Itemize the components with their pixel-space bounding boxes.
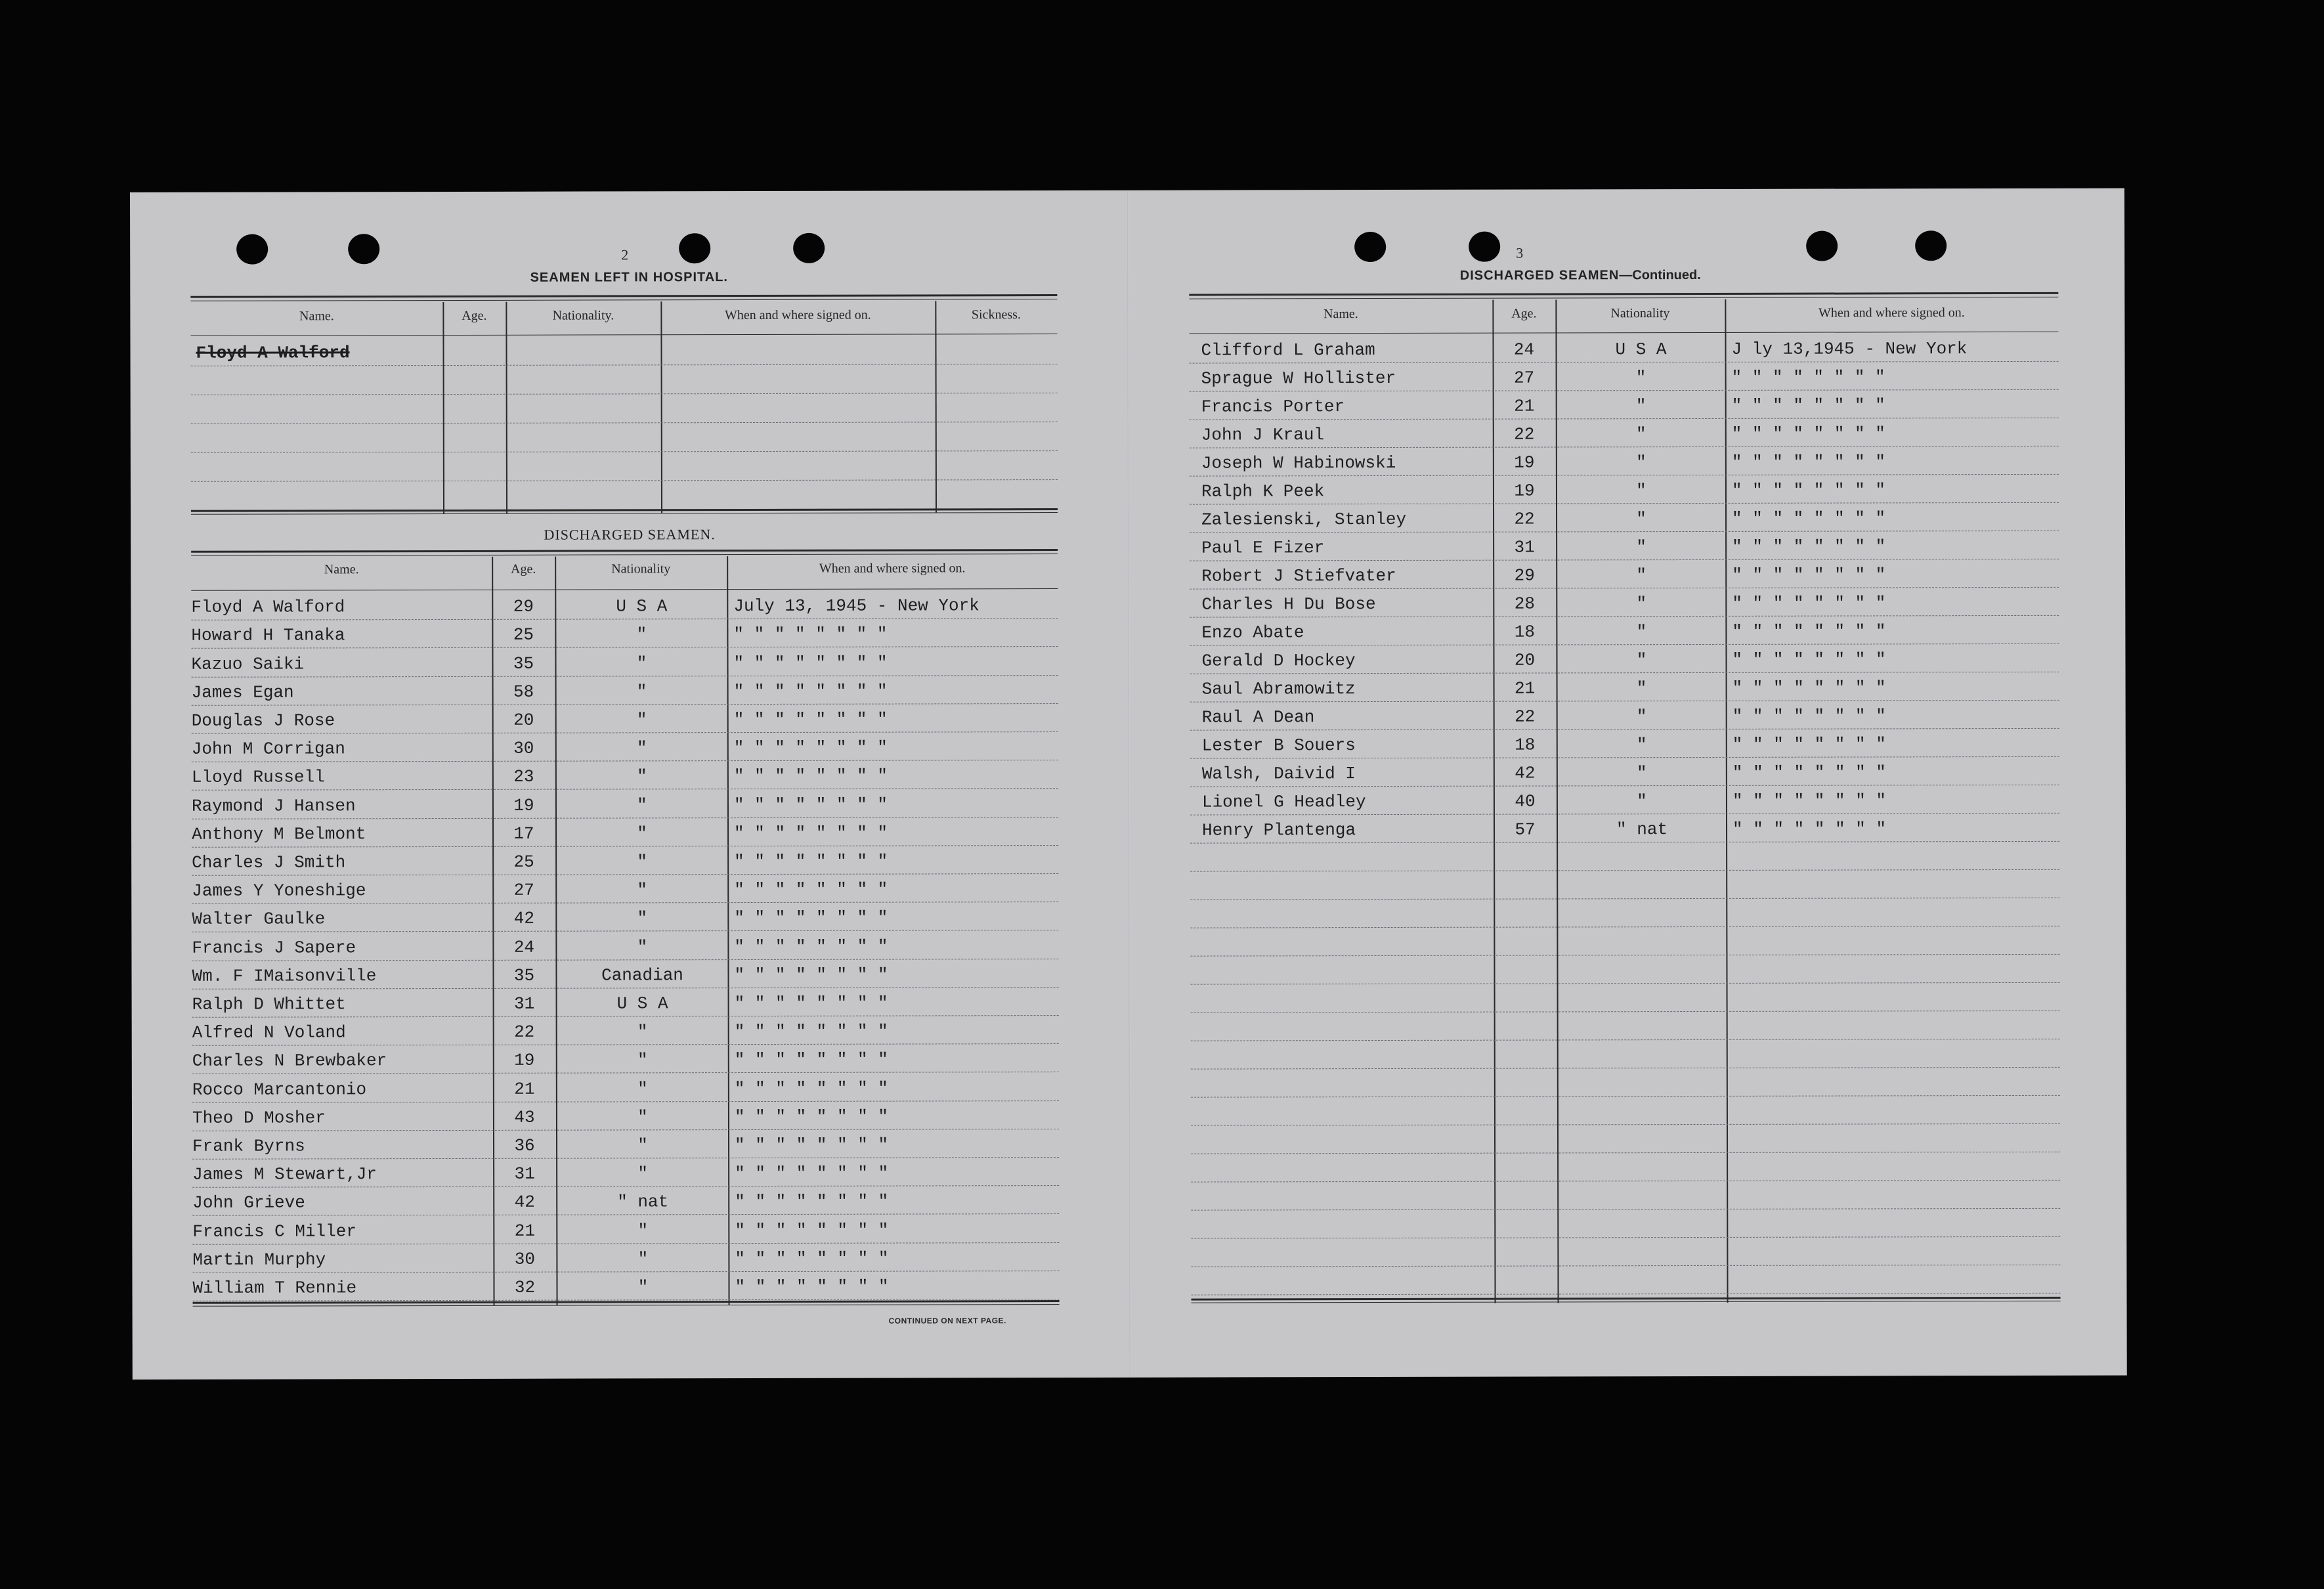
nationality-cell: U S A xyxy=(616,596,668,617)
name-cell: Raymond J Hansen xyxy=(191,795,356,816)
table-row xyxy=(1190,531,2059,561)
punch-hole xyxy=(679,233,710,263)
age-cell: 22 xyxy=(1514,424,1535,445)
nationality-cell: " xyxy=(637,794,647,815)
age-cell: 19 xyxy=(1514,452,1535,473)
age-cell: 27 xyxy=(1513,368,1535,388)
signed-on-cell: " " " " " " " " xyxy=(734,879,888,900)
nationality-cell: " xyxy=(636,653,647,673)
nationality-cell: " xyxy=(1636,678,1647,699)
nationality-cell: " xyxy=(1635,396,1646,416)
table-row xyxy=(1190,615,2059,646)
name-cell: James Egan xyxy=(191,682,294,703)
blank-row xyxy=(1190,926,2059,957)
name-cell: Charles H Du Bose xyxy=(1201,594,1376,615)
table-row xyxy=(1190,728,2059,759)
logbook-sheet xyxy=(130,188,2127,1380)
age-cell: 31 xyxy=(514,1164,535,1184)
table-row xyxy=(1190,672,2059,703)
age-cell: 19 xyxy=(513,795,534,816)
table-row xyxy=(192,873,1058,904)
name-cell: Paul E Fizer xyxy=(1201,538,1325,558)
name-cell: Howard H Tanaka xyxy=(191,625,345,646)
nationality-cell: " xyxy=(1636,452,1646,473)
nationality-cell: " xyxy=(1636,650,1647,670)
age-cell: 22 xyxy=(1514,509,1535,529)
table-row xyxy=(1190,559,2059,590)
age-cell: 40 xyxy=(1515,791,1536,812)
blank-row xyxy=(191,450,1058,482)
signed-on-cell: " " " " " " " " xyxy=(734,851,888,872)
table-row xyxy=(192,1100,1059,1131)
signed-on-cell: " " " " " " " " xyxy=(734,993,888,1014)
col-header-nationality: Nationality xyxy=(1610,306,1670,321)
blank-row xyxy=(1191,1152,2060,1183)
blank-row xyxy=(1191,1123,2060,1154)
name-cell: Lloyd Russell xyxy=(191,767,325,788)
age-cell: 17 xyxy=(513,823,534,844)
signed-on-cell: " " " " " " " " xyxy=(733,766,888,787)
nationality-cell: " xyxy=(636,682,647,702)
name-cell: Wm. F IMaisonville xyxy=(192,965,377,986)
signed-on-cell: " " " " " " " " xyxy=(1732,649,1886,670)
blank-row xyxy=(1191,1208,2060,1239)
name-cell: Douglas J Rose xyxy=(191,710,335,731)
nationality-cell: " xyxy=(1636,594,1647,614)
continued-note: CONTINUED ON NEXT PAGE. xyxy=(888,1316,1006,1326)
page-number: 3 xyxy=(1516,244,1524,261)
nationality-cell: " xyxy=(1636,481,1646,501)
age-cell: 42 xyxy=(513,909,534,929)
name-cell: Henry Plantenga xyxy=(1202,820,1356,840)
blank-row xyxy=(1191,1067,2060,1098)
name-cell: John M Corrigan xyxy=(191,739,345,759)
table-row xyxy=(192,959,1058,990)
name-cell: Sprague W Hollister xyxy=(1201,368,1396,389)
table-row xyxy=(1190,756,2059,787)
age-cell: 21 xyxy=(514,1079,535,1099)
age-cell: 23 xyxy=(513,767,534,787)
name-cell: Francis C Miller xyxy=(192,1221,356,1242)
table-row xyxy=(192,731,1058,762)
nationality-cell: " xyxy=(637,852,647,872)
name-cell: Rocco Marcantonio xyxy=(192,1079,367,1100)
age-cell: 25 xyxy=(513,852,534,872)
signed-on-cell: " " " " " " " " xyxy=(733,653,888,673)
signed-on-cell: " " " " " " " " xyxy=(734,1049,888,1070)
discharged-section-title: DISCHARGED SEAMEN. xyxy=(544,526,716,543)
name-cell: Joseph W Habinowski xyxy=(1201,452,1396,473)
signed-on-cell: " " " " " " " " xyxy=(1732,819,1887,839)
age-cell: 35 xyxy=(513,653,534,674)
blank-row xyxy=(1191,1180,2060,1211)
nationality-cell: " xyxy=(1636,735,1647,755)
age-cell: 31 xyxy=(513,993,535,1014)
signed-on-cell: " " " " " " " " xyxy=(1732,536,1886,557)
age-cell: 43 xyxy=(514,1107,535,1127)
nationality-cell: " xyxy=(1636,509,1646,529)
table-row xyxy=(191,646,1058,677)
signed-on-cell: " " " " " " " " xyxy=(1731,367,1885,387)
blank-row xyxy=(1190,954,2059,985)
age-cell: 20 xyxy=(1514,650,1536,670)
name-cell: Ralph K Peek xyxy=(1201,481,1325,502)
blank-row xyxy=(191,422,1058,453)
nationality-cell: " xyxy=(637,936,648,957)
signed-on-cell: " " " " " " " " xyxy=(1732,678,1886,698)
name-cell: Ralph D Whittet xyxy=(192,994,346,1014)
table-row xyxy=(192,1157,1059,1188)
signed-on-cell: " " " " " " " " xyxy=(735,1135,889,1156)
blank-row xyxy=(1191,1039,2060,1070)
signed-on-cell: " " " " " " " " xyxy=(733,737,888,758)
age-cell: 42 xyxy=(1515,763,1536,783)
blank-row xyxy=(1191,1095,2060,1126)
age-cell: 35 xyxy=(513,965,535,986)
blank-row xyxy=(1191,982,2060,1013)
table-row xyxy=(192,1242,1059,1273)
name-cell: John Grieve xyxy=(192,1192,305,1213)
signed-on-cell: " " " " " " " " xyxy=(734,907,888,928)
age-cell: 24 xyxy=(1513,339,1535,360)
signed-on-cell: " " " " " " " " xyxy=(734,1078,888,1099)
punch-hole xyxy=(1806,231,1838,261)
nationality-cell: U S A xyxy=(616,993,668,1014)
table-row xyxy=(192,987,1059,1018)
signed-on-cell: " " " " " " " " xyxy=(735,1220,889,1240)
punch-hole xyxy=(348,234,379,264)
table-row xyxy=(192,1213,1059,1244)
age-cell: 30 xyxy=(514,1249,536,1269)
name-cell: Walter Gaulke xyxy=(192,909,326,930)
col-header-name: Name. xyxy=(1323,307,1358,322)
col-header-name: Name. xyxy=(324,562,359,577)
nationality-cell: " xyxy=(1637,763,1647,783)
signed-on-cell: " " " " " " " " xyxy=(733,794,888,815)
age-cell: 32 xyxy=(514,1277,536,1297)
name-cell: William T Rennie xyxy=(192,1278,357,1298)
name-cell: Charles J Smith xyxy=(192,852,346,873)
nationality-cell: " nat xyxy=(1616,819,1668,840)
blank-row xyxy=(1190,869,2059,900)
nationality-cell: " xyxy=(637,1135,648,1156)
name-cell: Anthony M Belmont xyxy=(192,824,366,844)
age-cell: 24 xyxy=(513,937,535,957)
signed-on-cell: " " " " " " " " xyxy=(1731,480,1886,500)
nationality-cell: " xyxy=(637,766,647,787)
age-cell: 36 xyxy=(514,1135,535,1156)
table-row xyxy=(1190,643,2059,674)
table-row xyxy=(1190,474,2059,505)
nationality-cell: " xyxy=(637,1164,648,1184)
name-cell: James Y Yoneshige xyxy=(192,881,366,901)
nationality-cell: " xyxy=(1637,791,1647,812)
age-cell: 42 xyxy=(514,1192,535,1213)
table-row xyxy=(192,1072,1059,1102)
signed-on-cell: " " " " " " " " xyxy=(735,1163,889,1184)
name-cell: Saul Abramowitz xyxy=(1201,679,1356,699)
table-row xyxy=(190,335,1057,366)
signed-on-cell: " " " " " " " " xyxy=(1732,565,1886,585)
age-cell: 28 xyxy=(1514,594,1535,614)
signed-on-cell: " " " " " " " " xyxy=(734,936,888,957)
age-cell: 29 xyxy=(1514,565,1535,586)
age-cell: 31 xyxy=(1514,537,1535,557)
discharged-continued-table xyxy=(1189,292,2060,1304)
name-cell: Martin Murphy xyxy=(192,1250,326,1270)
age-cell: 20 xyxy=(513,710,534,730)
table-row xyxy=(192,675,1058,706)
signed-on-cell: " " " " " " " " xyxy=(1732,791,1887,811)
age-cell: 21 xyxy=(514,1221,535,1241)
table-row xyxy=(192,703,1058,734)
nationality-cell: " xyxy=(637,823,647,844)
table-row xyxy=(192,902,1058,932)
nationality-cell: Canadian xyxy=(601,965,683,986)
punch-hole xyxy=(236,234,268,265)
nationality-cell: " xyxy=(637,1050,648,1070)
age-cell: 19 xyxy=(514,1051,535,1071)
table-row xyxy=(1190,446,2059,477)
nationality-cell: " xyxy=(1635,424,1646,445)
table-row xyxy=(192,1185,1059,1216)
table-row xyxy=(1190,502,2059,533)
nationality-cell: " xyxy=(637,1107,648,1127)
blank-row xyxy=(191,364,1058,395)
table-row xyxy=(192,1271,1059,1301)
name-cell: Frank Byrns xyxy=(192,1136,305,1156)
signed-on-cell: " " " " " " " " xyxy=(734,1106,889,1127)
age-cell: 30 xyxy=(513,738,534,758)
age-cell: 18 xyxy=(1514,622,1536,642)
nationality-cell: " xyxy=(1636,537,1646,557)
age-cell: 58 xyxy=(513,682,534,702)
col-header-nationality: Nationality xyxy=(611,561,671,577)
signed-on-cell: " " " " " " " " xyxy=(1732,762,1886,783)
age-cell: 18 xyxy=(1515,735,1536,755)
col-header-sickness: Sickness. xyxy=(971,307,1021,322)
table-row xyxy=(1190,361,2059,392)
hospital-section-title: SEAMEN LEFT IN HOSPITAL. xyxy=(530,270,728,285)
signed-on-cell: " " " " " " " " xyxy=(733,709,888,730)
age-cell: 19 xyxy=(1514,481,1535,501)
table-row xyxy=(192,817,1058,848)
signed-on-cell: " " " " " " " " xyxy=(1732,734,1886,754)
discharged-continued-title xyxy=(1377,268,1784,284)
col-header-signed-on: When and where signed on. xyxy=(1818,305,1965,320)
blank-row xyxy=(1191,1265,2060,1295)
nationality-cell: " xyxy=(637,908,648,928)
name-cell: Clifford L Graham xyxy=(1201,340,1375,360)
nationality-cell: " xyxy=(636,710,647,730)
signed-on-cell: " " " " " " " " xyxy=(1732,508,1886,529)
table-row xyxy=(192,760,1058,791)
punch-hole xyxy=(1915,230,1947,261)
col-header-signed-on: When and where signed on. xyxy=(725,307,871,323)
nationality-cell: " xyxy=(637,1078,648,1099)
signed-on-cell: " " " " " " " " xyxy=(1732,593,1886,613)
table-row xyxy=(1190,785,2059,816)
signed-on-cell: " " " " " " " " xyxy=(1731,395,1885,416)
name-cell: Lionel G Headley xyxy=(1201,792,1366,812)
blank-row xyxy=(1190,898,2059,928)
nationality-cell: " xyxy=(636,738,647,758)
table-row xyxy=(1190,389,2059,420)
name-cell: Theo D Mosher xyxy=(192,1108,326,1128)
page-number: 2 xyxy=(621,246,629,263)
age-cell: 22 xyxy=(1515,707,1536,727)
title-text: DISCHARGED SEAMEN xyxy=(1459,268,1620,283)
signed-on-cell: " " " " " " " " xyxy=(735,1276,889,1297)
punch-hole xyxy=(1469,232,1500,262)
table-row xyxy=(192,845,1058,876)
age-cell: 29 xyxy=(513,596,534,617)
age-cell: 21 xyxy=(1514,678,1536,699)
age-cell: 27 xyxy=(513,880,534,900)
table-row xyxy=(192,1129,1059,1160)
signed-on-cell: J ly 13,1945 - New York xyxy=(1731,339,1968,359)
blank-row xyxy=(1190,841,2059,872)
table-row xyxy=(192,788,1058,819)
col-header-age: Age. xyxy=(462,308,487,323)
col-header-signed-on: When and where signed on. xyxy=(819,561,966,576)
nationality-cell: " xyxy=(1636,565,1647,586)
name-cell: John J Kraul xyxy=(1201,425,1325,445)
name-cell: Zalesienski, Stanley xyxy=(1201,509,1407,530)
col-header-name: Name. xyxy=(299,309,334,324)
table-row xyxy=(192,930,1058,961)
punch-hole xyxy=(1354,232,1386,262)
name-cell: Walsh, Daivid I xyxy=(1201,764,1356,784)
table-row xyxy=(1190,700,2059,731)
signed-on-cell: " " " " " " " " xyxy=(735,1191,889,1212)
signed-on-cell: " " " " " " " " xyxy=(734,1021,888,1042)
name-cell: Robert J Stiefvater xyxy=(1201,565,1396,586)
nationality-cell: " xyxy=(1636,622,1647,642)
signed-on-cell: " " " " " " " " xyxy=(1732,706,1886,726)
blank-row xyxy=(191,393,1058,424)
col-header-age: Age. xyxy=(511,561,536,577)
blank-row xyxy=(191,479,1058,511)
nationality-cell: " xyxy=(1635,368,1646,388)
signed-on-cell: " " " " " " " " xyxy=(733,624,888,645)
nationality-cell: " nat xyxy=(617,1192,669,1212)
signed-on-cell: " " " " " " " " xyxy=(734,823,888,843)
nationality-cell: " xyxy=(637,1220,649,1240)
table-row xyxy=(192,1015,1059,1046)
nationality-cell: " xyxy=(1636,707,1647,727)
name-cell: Floyd A Walford xyxy=(191,597,345,617)
name-cell: Francis J Sapere xyxy=(192,937,356,958)
signed-on-cell: " " " " " " " " xyxy=(1732,621,1886,642)
col-header-age: Age. xyxy=(1511,306,1537,321)
name-cell: Charles N Brewbaker xyxy=(192,1051,387,1072)
table-row xyxy=(1190,813,2059,844)
name-cell: Floyd A Walford xyxy=(196,343,350,363)
signed-on-cell: July 13, 1945 - New York xyxy=(733,596,979,617)
table-row xyxy=(1190,587,2059,618)
table-row xyxy=(1190,418,2059,448)
name-cell: Lester B Souers xyxy=(1201,735,1356,756)
title-continued: —Continued. xyxy=(1619,267,1701,283)
name-cell: Francis Porter xyxy=(1201,397,1345,417)
blank-row xyxy=(1191,1011,2060,1041)
signed-on-cell: " " " " " " " " xyxy=(733,681,888,701)
name-cell: Kazuo Saiki xyxy=(191,654,305,674)
nationality-cell: U S A xyxy=(1615,339,1667,360)
signed-on-cell: " " " " " " " " xyxy=(1731,424,1885,444)
table-row xyxy=(192,1043,1059,1074)
name-cell: Raul A Dean xyxy=(1201,707,1315,728)
signed-on-cell: " " " " " " " " xyxy=(1731,452,1885,472)
signed-on-cell: " " " " " " " " xyxy=(735,1248,889,1269)
age-cell: 21 xyxy=(1514,396,1535,416)
name-cell: Enzo Abate xyxy=(1201,622,1304,643)
nationality-cell: " xyxy=(637,1277,649,1297)
left-page xyxy=(130,190,1130,1380)
age-cell: 22 xyxy=(514,1022,535,1042)
right-page xyxy=(1127,188,2127,1378)
age-cell: 57 xyxy=(1515,819,1536,840)
nationality-cell: " xyxy=(637,880,648,900)
table-row xyxy=(191,618,1058,649)
discharged-table xyxy=(191,549,1059,1306)
table-row xyxy=(191,590,1058,620)
nationality-cell: " xyxy=(636,624,647,645)
hospital-table xyxy=(190,294,1058,514)
signed-on-cell: " " " " " " " " xyxy=(734,965,888,985)
punch-hole xyxy=(793,233,825,263)
name-cell: James M Stewart,Jr xyxy=(192,1164,377,1185)
name-cell: Alfred N Voland xyxy=(192,1022,346,1043)
name-cell: Gerald D Hockey xyxy=(1201,651,1356,671)
col-header-nationality: Nationality. xyxy=(552,308,614,323)
nationality-cell: " xyxy=(637,1022,648,1042)
nationality-cell: " xyxy=(637,1249,649,1269)
table-row xyxy=(1189,333,2058,364)
blank-row xyxy=(1191,1236,2060,1267)
age-cell: 25 xyxy=(513,625,534,645)
